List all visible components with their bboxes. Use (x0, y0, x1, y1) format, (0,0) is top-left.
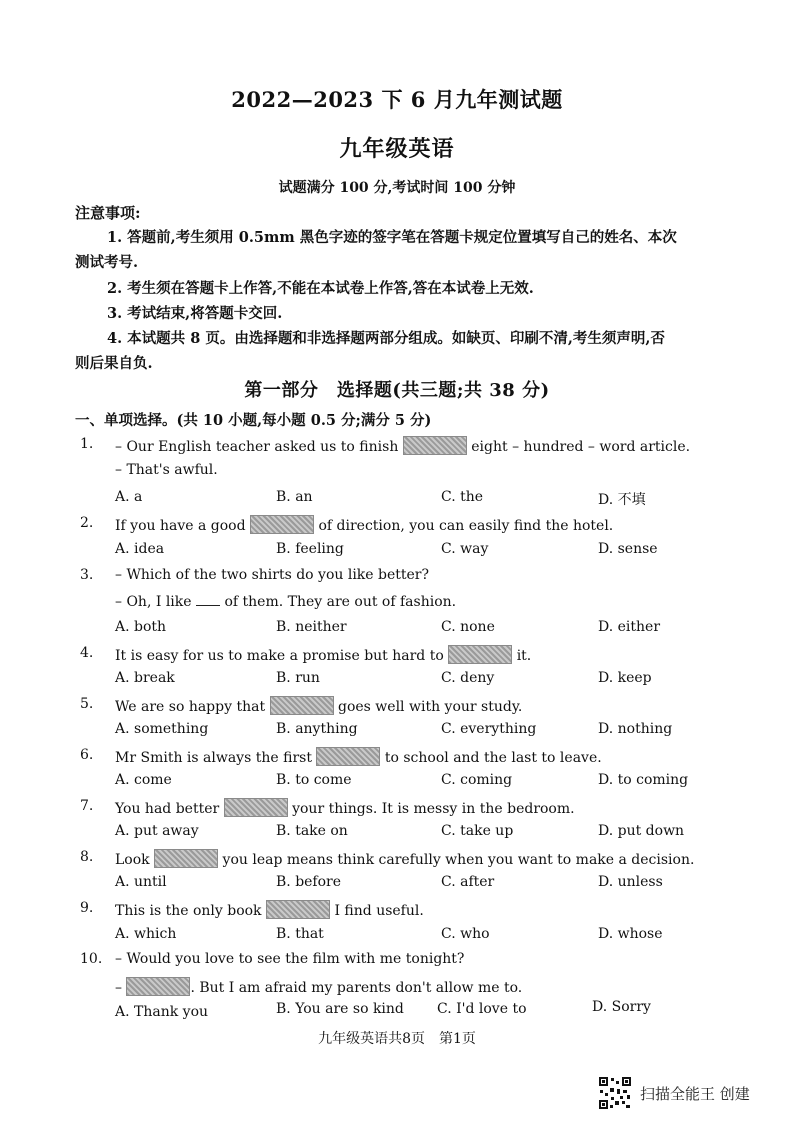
option: C. none (441, 619, 495, 635)
option: D. either (598, 619, 661, 635)
stem-text: your things. It is messy in the bedroom. (292, 801, 575, 817)
option: C. way (441, 541, 489, 557)
question-stem (115, 696, 522, 715)
qr-code-icon (598, 1076, 632, 1110)
stem-text: you leap means think carefully when you want to make a decision. (222, 852, 695, 868)
exam-info: 试题满分 100 分,考试时间 100 分钟 (278, 180, 516, 196)
part-title: 第一部分 选择题(共三题;共 38 分) (244, 380, 550, 401)
question-stem (115, 645, 531, 664)
stem-text: We are so happy that (115, 699, 266, 715)
answer-blank (448, 645, 512, 664)
option: D. sense (598, 541, 658, 557)
option: B. neither (276, 619, 347, 635)
option: D. nothing (598, 721, 673, 737)
stem-text: – That's awful. (115, 462, 218, 478)
note-line: 测试考号. (75, 254, 139, 271)
option: A. idea (115, 541, 165, 557)
option: B. feeling (276, 541, 344, 557)
stem-text: of direction, you can easily find the hotel. (318, 518, 614, 534)
question-number: 4. (80, 645, 94, 661)
question-number: 6. (80, 747, 94, 763)
scanner-watermark: 扫描全能王 创建 (640, 1085, 750, 1103)
stem-text: If you have a good (115, 518, 246, 534)
answer-blank (196, 593, 220, 606)
question-number: 5. (80, 696, 94, 712)
option: B. an (276, 489, 313, 505)
note-line: 则后果自负. (75, 355, 153, 372)
option: A. until (115, 874, 167, 890)
option: B. run (276, 670, 320, 686)
note-line: 2. 考生须在答题卡上作答,不能在本试卷上作答,答在本试卷上无效. (107, 280, 534, 297)
section-heading: 一、单项选择。(共 10 小题,每小题 0.5 分;满分 5 分) (75, 412, 432, 429)
option: D. 不填 (598, 492, 646, 508)
option: B. that (276, 926, 324, 942)
stem-text: it. (516, 648, 532, 664)
answer-blank (224, 798, 288, 817)
note-line: 3. 考试结束,将答题卡交回. (107, 305, 283, 322)
option: D. to coming (598, 772, 689, 788)
stem-text: – (115, 980, 122, 996)
stem-text: – Which of the two shirts do you like better? (115, 567, 430, 583)
option: B. anything (276, 721, 358, 737)
answer-blank (250, 515, 314, 534)
option: B. before (276, 874, 342, 890)
option: C. after (441, 874, 495, 890)
stem-text: Look (115, 852, 150, 868)
stem-text: This is the only book (115, 903, 262, 919)
option: C. I'd love to (437, 1001, 527, 1017)
option: A. break (115, 670, 175, 686)
question-stem (115, 436, 690, 455)
stem-text: Mr Smith is always the first (115, 750, 312, 766)
answer-blank (270, 696, 334, 715)
option: C. take up (441, 823, 514, 839)
option: A. Thank you (115, 1004, 209, 1020)
option: D. keep (598, 670, 652, 686)
question-number: 9. (80, 900, 94, 916)
question-stem (115, 900, 424, 919)
question-stem (115, 747, 602, 766)
question-number: 3. (80, 567, 94, 583)
option: A. something (115, 721, 209, 737)
stem-text: – Our English teacher asked us to finish (115, 439, 399, 455)
question-number: 2. (80, 515, 94, 531)
answer-blank (316, 747, 380, 766)
stem-text: You had better (115, 801, 220, 817)
option: D. Sorry (592, 999, 651, 1015)
note-line: 1. 答题前,考生须用 0.5mm 黑色字迹的签字笔在答题卡规定位置填写自己的姓名、本次 (107, 229, 677, 246)
note-line: 4. 本试题共 8 页。由选择题和非选择题两部分组成。如缺页、印刷不清,考生须声明,否 (107, 330, 665, 347)
stem-text: – Oh, I like (115, 594, 192, 610)
option: C. who (441, 926, 490, 942)
stem-text: eight – hundred – word article. (471, 439, 691, 455)
question-stem (115, 515, 613, 534)
option: B. to come (276, 772, 352, 788)
stem-text: to school and the last to leave. (384, 750, 602, 766)
question-number: 8. (80, 849, 94, 865)
answer-blank (154, 849, 218, 868)
option: A. both (115, 619, 167, 635)
stem-text: I find useful. (334, 903, 424, 919)
stem-text: goes well with your study. (338, 699, 523, 715)
page-title: 2022—2023 下 6 月九年测试题 (231, 87, 563, 112)
stem-text: It is easy for us to make a promise but hard to (115, 648, 444, 664)
question-number: 1. (80, 436, 94, 452)
option: A. a (115, 489, 143, 505)
notes-heading: 注意事项: (75, 204, 141, 222)
answer-blank (266, 900, 330, 919)
answer-blank (126, 977, 190, 996)
option: C. the (441, 489, 484, 505)
option: C. coming (441, 772, 513, 788)
subject-title: 九年级英语 (339, 136, 455, 162)
option: A. put away (115, 823, 199, 839)
option: B. You are so kind (276, 1001, 404, 1017)
question-stem (115, 798, 575, 817)
option: A. which (115, 926, 177, 942)
question-number: 7. (80, 798, 94, 814)
option: A. come (115, 772, 172, 788)
answer-blank (403, 436, 467, 455)
question-stem (115, 593, 456, 610)
option: D. put down (598, 823, 685, 839)
option: D. unless (598, 874, 663, 890)
stem-text: – Would you love to see the film with me tonight? (115, 951, 465, 967)
stem-text: . But I am afraid my parents don't allow me to. (190, 980, 523, 996)
option: C. deny (441, 670, 495, 686)
option: C. everything (441, 721, 537, 737)
page-footer: 九年级英语共8页 第1页 (318, 1031, 476, 1047)
option: D. whose (598, 926, 663, 942)
question-number: 10. (80, 951, 103, 967)
option: B. take on (276, 823, 348, 839)
question-stem (115, 849, 694, 868)
question-stem (115, 977, 522, 996)
stem-text: of them. They are out of fashion. (224, 594, 457, 610)
